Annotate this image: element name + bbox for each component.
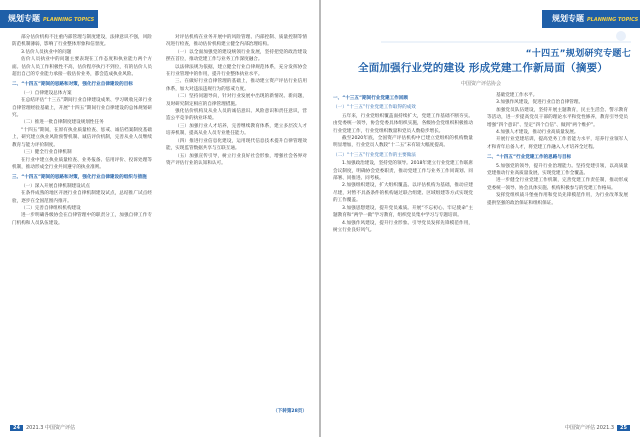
paragraph: 以法律法规为依据，建立健全行业自律规范体系，充分发挥协会在行业管理中的作用，提升行业整体执业水平。 bbox=[166, 64, 307, 78]
paragraph: 3.加强思想建设，提升党员素质。开展“不忘初心、牢记使命”主题教育和“两学一做”学习教育，组织党员集中学习与专题培训。 bbox=[333, 205, 473, 219]
article-author: 中国资产评估协会 bbox=[460, 81, 501, 87]
paragraph: 对评估机构在业务开展中的风险管理、内部控制、质量控制等情况进行检查，推动估价机构建立健全内部治理结构。 bbox=[166, 35, 307, 48]
left-page-column-1 bbox=[12, 34, 152, 414]
paragraph: 部分估价机构不注重内部管理与制度建设，法律意识不强，风险防范机制薄弱，影响了行业整体形象和信誉度。 bbox=[12, 35, 152, 48]
left-page-more bbox=[166, 406, 307, 416]
paragraph: 截至2020年底，全国资产评估机构中已建立党组织的机构数量明显增加，行业党员人数较“十二五”末有较大幅度提高。 bbox=[333, 136, 473, 149]
section-heading: 二、“十四五”行业党建工作的思路与目标 bbox=[487, 155, 572, 161]
paragraph: “十四五”期间，在原有执业质量检查、惩戒、诚信档案制度基础上，研究建立执业风险预警机制、诚信评价机制，完善从业人员继续教育与能力评价制度。 bbox=[12, 127, 152, 148]
section-heading: 三、“十四五”期间的思路和对策，强化行业自律建设的组织与措施 bbox=[12, 175, 147, 181]
paragraph: 1.加强政治建设，坚持党的领导。2018年建立行业党建工作联席会议制度，明确协会党委职责，推动党建工作与业务工作同谋划、同部署、同推进、同考核。 bbox=[333, 161, 473, 182]
left-page bbox=[0, 0, 319, 437]
paragraph: 强化估价机构及从业人员的诚信意识、风险意识和责任意识，营造公平竞争的执业环境。 bbox=[166, 109, 307, 122]
paragraph: （四）推进行业信息化建设，运用现代信息技术提升自律管理效能，实现监管数据共享与互联互通。 bbox=[166, 138, 307, 152]
paragraph: 在总结评估“十三五”期间行业自律建设成果、学习吸收兄弟行业自律管理经验基础上，开展“十四五”期间行业自律建设的总体规划研究。 bbox=[12, 98, 152, 119]
section-header-right bbox=[542, 10, 640, 28]
paragraph: （二）完善自律组织机构建设 bbox=[21, 205, 81, 211]
paragraph: 加强党员队伍建设，坚持开展主题教育，民主生活会、警示教育等活动，进一步提高党员干部的理论水平和党性修养，教育引导党员增强“四个意识”、坚定“四个自信”、做到“两个维护”。 bbox=[487, 107, 628, 128]
subsection-heading: （一）“十三五”行业党建工作取得的成效 bbox=[333, 105, 416, 111]
section-header-left bbox=[0, 10, 98, 28]
section-header-left-en: PLANNING TOPICS bbox=[43, 17, 95, 23]
paragraph: 4.加强人才建设，推动行业高质量发展。 bbox=[496, 130, 579, 136]
subsection-heading: （二）“十三五”行业党建工作的主要做法 bbox=[333, 152, 416, 158]
section-heading: 二、“十四五”期间的思路和对策，强化行业自律建设的目标 bbox=[12, 82, 133, 88]
right-footer bbox=[565, 424, 630, 431]
paragraph: 3.估价人员执业中的问题 bbox=[21, 49, 72, 55]
left-page-column-2 bbox=[166, 34, 307, 406]
left-footer-info: 2021.3 中国资产评估 bbox=[25, 425, 76, 431]
paragraph: （五）加强宣传引导，树立行业良好社会形象，增强社会各界对资产评估行业的认知和认可。 bbox=[166, 153, 307, 166]
title-decoration bbox=[381, 28, 631, 44]
paragraph: 进一步明确各级协会在自律管理中的职责分工，加强自律工作专门机构和人员队伍建设。 bbox=[12, 213, 152, 226]
paragraph: 进一步健全行业党建工作机制，完善党建工作责任制，推动形成党委统一领导、协会具体实施、机构积极参与的党建工作格局。 bbox=[487, 178, 628, 191]
paragraph: 4.加强作风建设，提升行业形象。引导党员发挥先锋模范作用，树立行业良好风气。 bbox=[333, 220, 473, 233]
paragraph: 开展行业党建培训，提高党务工作者能力水平，培养行业领军人才和青年后备人才，将党建工作融入人才培养全过程。 bbox=[487, 137, 628, 150]
paragraph: （一）以全面加强党的建设统领行业发展，坚持把党的政治建设摆在首位，推动党建工作与业务工作深度融合。 bbox=[166, 49, 307, 63]
right-page-number: 25 bbox=[617, 425, 630, 431]
section-header-left-title: 规划专题 bbox=[8, 14, 40, 23]
paragraph: 三、在做好行业自律管理的基础上，推动建立资产评估行业信用体系，加大对违法违规行为的惩戒力度。 bbox=[166, 79, 307, 92]
continued-note: （下转第28页） bbox=[273, 409, 307, 414]
paragraph: 3.加强作风建设，促进行业自治自律管理。 bbox=[496, 100, 584, 106]
left-page-number: 24 bbox=[10, 425, 23, 431]
paragraph: 在行业中建立执业质量检查、业务报备、信用评价、投诉处理等机制，推动形成全行业共同遵守的执业准则。 bbox=[12, 157, 152, 170]
paragraph: （三）健全行业自律机制 bbox=[21, 150, 72, 156]
section-header-right-en: PLANNING TOPICS bbox=[587, 17, 639, 23]
paragraph: 基础党建工作水平。 bbox=[496, 93, 538, 98]
article-kicker: “十四五”规划研究专题七 bbox=[525, 49, 631, 59]
paragraph: （二）坚持问题导向，针对行业发展中出现的新情况、新问题，及时研究制定相应的自律管理措施。 bbox=[166, 94, 307, 107]
section-header-right-title: 规划专题 bbox=[552, 14, 584, 23]
left-footer bbox=[10, 424, 75, 431]
paragraph: 五年来，行业党组织覆盖面持续扩大，党建工作基础不断夯实。由党委统一领导，协会党委具体组织实施，各级协会党组织积极推动行业党建工作，行业党组织数量和党员人数稳步增长。 bbox=[333, 113, 473, 134]
right-footer-info: 中国资产评估 2021.3 bbox=[564, 425, 615, 431]
paragraph: （一）深入开展自律机制建设试点 bbox=[21, 183, 90, 189]
right-page-column-2 bbox=[487, 92, 628, 417]
paragraph: 估价人员执业中的问题主要表现在工作态度和执业能力两个方面。估价人员工作积极性不高，估价程序执行不到位，有的估价人员超出自己的专业能力承接一般估价业务，都会造成执业风险。 bbox=[12, 57, 152, 78]
section-heading: 一、“十三五”期间行业党建工作回顾 bbox=[333, 96, 408, 101]
paragraph: 5.加强党的领导，提升行业治理能力。坚持党建引领，以高质量党建推动行业高质量发展，实现党建工作全覆盖。 bbox=[487, 163, 628, 177]
paragraph: 在条件成熟的地区开展行业自律机制建设试点，总结推广试点经验，逐步在全国范围内推开。 bbox=[12, 191, 152, 204]
paragraph: 发挥党组织战斗堡垒作用和党员先锋模范作用，为行业改革发展提供坚强的政治保证和组织保证。 bbox=[487, 193, 628, 206]
right-page-column-1 bbox=[333, 92, 473, 417]
right-page bbox=[321, 0, 640, 437]
paragraph: （一）自律建设总体方案 bbox=[21, 90, 72, 96]
paragraph: 2.加强组织建设，扩大组织覆盖。以评估机构为基础，推动应建尽建，对暂不具备条件的机构通过联合组建、区域组建等方式实现党的工作覆盖。 bbox=[333, 183, 473, 204]
paragraph: （二）推进一批自律制度建设规划性任务 bbox=[21, 120, 104, 126]
paragraph: （三）加强行业人才培养，完善继续教育体系，建立多层次人才培养机制，提高从业人员专业胜任能力。 bbox=[166, 123, 307, 137]
article-title: 全面加强行业党的建设 形成党建工作新局面（摘要） bbox=[358, 62, 608, 74]
